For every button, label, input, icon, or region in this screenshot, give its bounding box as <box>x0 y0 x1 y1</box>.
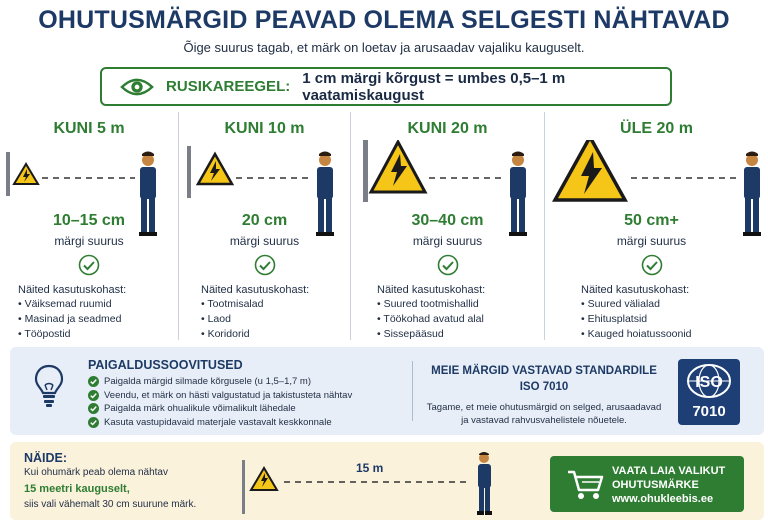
sign-size-value: 10–15 cm <box>52 212 126 229</box>
distance-label: ÜLE 20 m <box>620 120 693 137</box>
list-item: • Kauged hoiatussoonid <box>581 327 692 342</box>
example-line-1: Kui ohumärk peab olema nähtav <box>24 467 168 478</box>
examples-list <box>581 297 692 342</box>
sign-size-label: märgi suurus <box>54 234 124 248</box>
examples-heading: Näited kasutuskohast: <box>18 284 127 296</box>
wall-post <box>242 460 245 514</box>
iso-badge <box>678 359 740 425</box>
list-item: • Masinad ja seadmed <box>18 312 121 327</box>
list-item: • Ehitusplatsid <box>581 312 692 327</box>
iso-badge-label: ISO <box>695 374 723 391</box>
warning-sign-icon <box>14 164 38 184</box>
list-item: • Töökohad avatud alal <box>377 312 484 327</box>
check-circle-icon <box>437 254 459 276</box>
installation-item: Paigalda märk ohualikule võimalikult lähedale <box>104 403 296 414</box>
installation-list <box>88 375 352 429</box>
examples-heading: Näited kasutuskohast: <box>201 284 310 296</box>
check-circle-icon <box>88 417 99 428</box>
installation-item: Paigalda märgid silmade kõrgusele (u 1,5–1,7 m) <box>104 376 311 387</box>
warning-sign-icon <box>251 468 277 490</box>
check-circle-icon <box>641 254 663 276</box>
check-circle-icon <box>88 376 99 387</box>
shop-cta-button[interactable] <box>550 456 744 512</box>
distance-column-10m <box>178 112 350 340</box>
sign-size-label: märgi suurus <box>412 234 483 248</box>
installation-standard-panel <box>10 347 764 435</box>
person-icon <box>477 452 492 515</box>
standard-text: Tagame, et meie ohutusmärgid on selged, arusaadavad ja vastavad rahvusvahelistele nõuetele. <box>426 402 662 426</box>
installation-title: PAIGALDUSSOOVITUSED <box>88 358 243 372</box>
wall-post <box>363 140 368 202</box>
list-item <box>88 375 352 389</box>
cta-line-2: OHUTUSMÄRKE <box>612 479 699 491</box>
list-item <box>88 416 352 430</box>
examples-list <box>377 297 484 342</box>
check-circle-icon <box>254 254 276 276</box>
sign-size-label: märgi suurus <box>616 234 687 248</box>
cta-url[interactable]: www.ohukleebis.ee <box>612 493 714 505</box>
list-item: • Suured tootmishallid <box>377 297 484 312</box>
rule-of-thumb-box <box>100 67 672 106</box>
wall-post <box>6 152 10 196</box>
list-item: • Laod <box>201 312 263 327</box>
example-distance-scene <box>240 446 500 518</box>
shopping-cart-icon <box>566 468 606 502</box>
example-panel <box>10 442 764 520</box>
warning-sign-icon <box>371 142 425 192</box>
rule-text: 1 cm märgi kõrgust = umbes 0,5–1 m vaatamiskaugust <box>302 69 566 104</box>
distance-label: KUNI 20 m <box>407 120 488 137</box>
installation-item: Veendu, et märk on hästi valgustatud ja takistusteta nähtav <box>104 389 353 401</box>
cta-line-1: VAATA LAIA VALIKUT <box>612 465 726 477</box>
sign-size-value: 30–40 cm <box>411 212 484 229</box>
example-title: NÄIDE: <box>24 451 68 465</box>
lightbulb-icon <box>32 363 66 409</box>
example-distance-label: 15 m <box>356 461 384 475</box>
list-item: • Suured välialad <box>581 297 692 312</box>
sign-size-value: 50 cm+ <box>624 212 679 229</box>
eye-icon <box>120 76 154 98</box>
examples-heading: Näited kasutuskohast: <box>581 284 690 296</box>
distance-column-5m <box>0 112 178 340</box>
sign-size-value: 20 cm <box>241 212 288 229</box>
check-circle-icon <box>78 254 100 276</box>
check-circle-icon <box>88 403 99 414</box>
warning-sign-icon <box>198 154 232 184</box>
examples-heading: Näited kasutuskohast: <box>377 284 486 296</box>
iso-badge-number: 7010 <box>692 403 726 420</box>
list-item: • Väiksemad ruumid <box>18 297 121 312</box>
standard-title: MEIE MÄRGID VASTAVAD STANDARDILE <box>431 365 657 377</box>
list-item <box>88 389 352 403</box>
wall-post <box>187 146 191 198</box>
example-line-2: 15 meetri kauguselt, <box>24 483 130 495</box>
standard-code: ISO 7010 <box>519 381 569 393</box>
page-subtitle: Õige suurus tagab, et märk on loetav ja arusaadav vajaliku kauguselt. <box>183 40 585 55</box>
list-item: • Tootmisalad <box>201 297 263 312</box>
distance-label: KUNI 5 m <box>53 120 125 137</box>
distance-column-over-20m <box>544 112 768 340</box>
distance-label: KUNI 10 m <box>224 120 305 137</box>
page-title: OHUTUSMÄRGID PEAVAD OLEMA SELGESTI NÄHTAVAD <box>38 6 730 34</box>
divider <box>412 361 413 421</box>
examples-list <box>201 297 263 342</box>
distance-column-20m <box>350 112 544 340</box>
sign-size-label: märgi suurus <box>229 234 300 248</box>
check-circle-icon <box>88 390 99 401</box>
examples-list <box>18 297 121 342</box>
rule-label: RUSIKAREEGEL: <box>166 78 291 95</box>
list-item: • Koridorid <box>201 327 263 342</box>
warning-sign-icon <box>555 140 625 200</box>
installation-item: Kasuta vastupidavaid materjale vastavalt keskkonnale <box>104 416 332 428</box>
list-item: • Sissepääsud <box>377 327 484 342</box>
list-item: • Tööpostid <box>18 327 121 342</box>
list-item <box>88 402 352 416</box>
example-line-3: siis vali vähemalt 30 cm suurune märk. <box>24 499 197 510</box>
